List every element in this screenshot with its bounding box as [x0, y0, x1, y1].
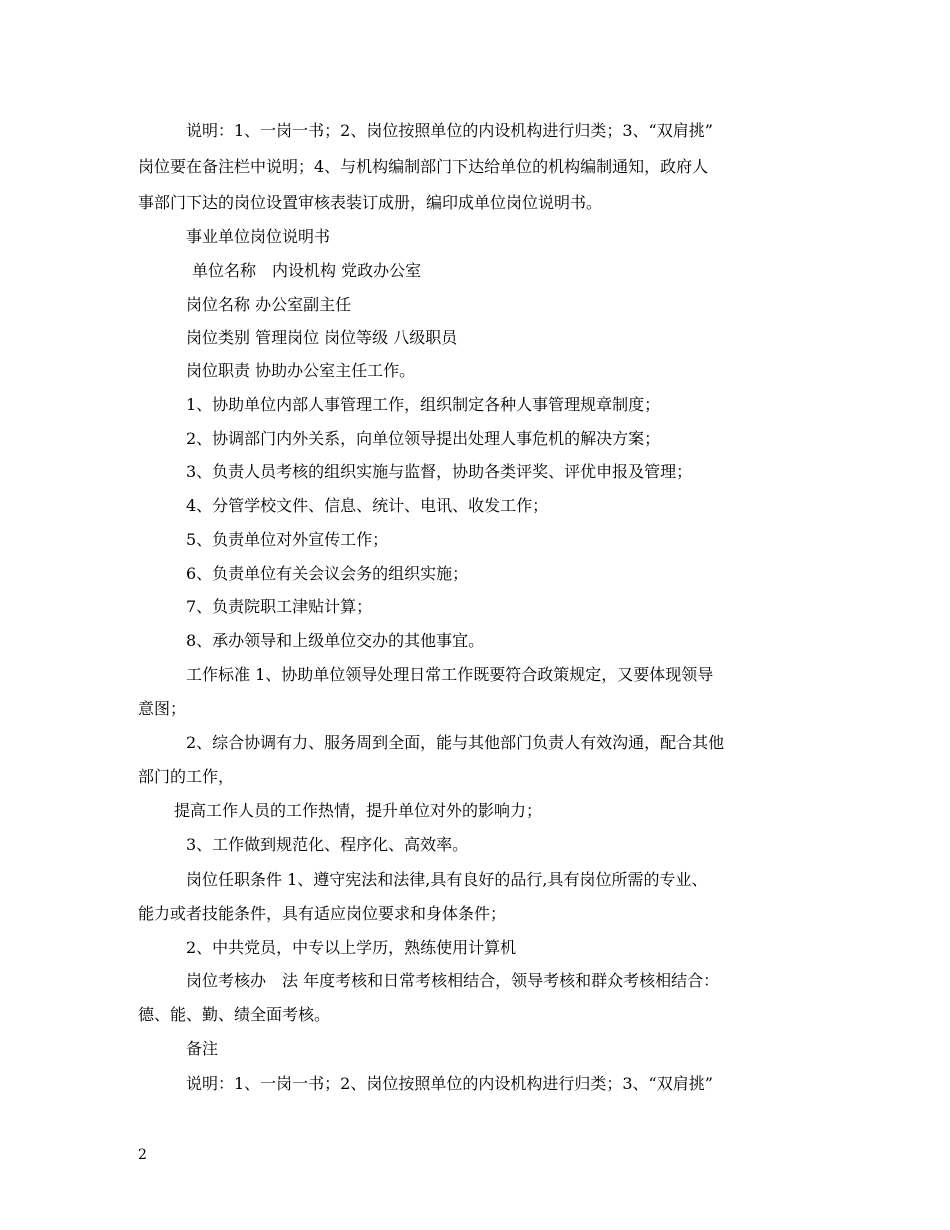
text-line: 岗位职责 协助办公室主任工作。 [186, 361, 416, 380]
text-line: 部门的工作， [138, 767, 235, 786]
text-line: 德、能、勤、绩全面考核。 [138, 1005, 331, 1024]
text-line: 岗位类别 管理岗位 岗位等级 八级职员 [186, 328, 458, 347]
text-line: 岗位考核办 法 年度考核和日常考核相结合，领导考核和群众考核相结合： [186, 971, 720, 990]
list-item: 1、协助单位内部人事管理工作，组织制定各种人事管理规章制度； [186, 395, 661, 414]
text-line: 工作标准 1、协助单位领导处理日常工作既要符合政策规定，又要体现领导 [186, 665, 714, 684]
list-item: 8、承办领导和上级单位交办的其他事宜。 [186, 631, 485, 650]
page-number: 2 [138, 1147, 147, 1163]
text-line: 岗位任职条件 1、遵守宪法和法律,具有良好的品行,具有岗位所需的专业、 [186, 870, 708, 889]
text-line: 能力或者技能条件，具有适应岗位要求和身体条件； [138, 904, 507, 923]
list-item: 4、分管学校文件、信息、统计、电讯、收发工作； [186, 496, 549, 515]
text-line: 3、工作做到规范化、程序化、高效率。 [186, 835, 469, 854]
text-line: 单位名称 内设机构 党政办公室 [192, 261, 422, 280]
list-item: 7、负责院职工津贴计算； [186, 597, 373, 616]
text-line: 岗位要在备注栏中说明；4、与机构编制部门下达给单位的机构编制通知，政府人 [138, 157, 709, 176]
text-line: 说明：1、一岗一书；2、岗位按照单位的内设机构进行归类；3、“双肩挑” [186, 121, 713, 140]
section-title: 事业单位岗位说明书 [186, 227, 331, 246]
list-item: 6、负责单位有关会议会务的组织实施； [186, 564, 469, 583]
list-item: 5、负责单位对外宣传工作； [186, 530, 389, 549]
list-item: 3、负责人员考核的组织实施与监督，协助各类评奖、评优申报及管理； [186, 462, 693, 481]
text-line: 2、综合协调有力、服务周到全面，能与其他部门负责人有效沟通，配合其他 [186, 733, 725, 752]
text-line: 说明：1、一岗一书；2、岗位按照单位的内设机构进行归类；3、“双肩挑” [186, 1074, 713, 1093]
text-line: 2、中共党员，中专以上学历，熟练使用计算机 [186, 938, 517, 957]
text-line: 事部门下达的岗位设置审核表装订成册，编印成单位岗位说明书。 [138, 193, 603, 212]
text-line: 意图； [138, 699, 187, 718]
text-line: 备注 [186, 1039, 219, 1058]
list-item: 2、协调部门内外关系，向单位领导提出处理人事危机的解决方案； [186, 429, 661, 448]
text-line: 岗位名称 办公室副主任 [186, 295, 352, 314]
text-line: 提高工作人员的工作热情，提升单位对外的影响力； [174, 801, 543, 820]
